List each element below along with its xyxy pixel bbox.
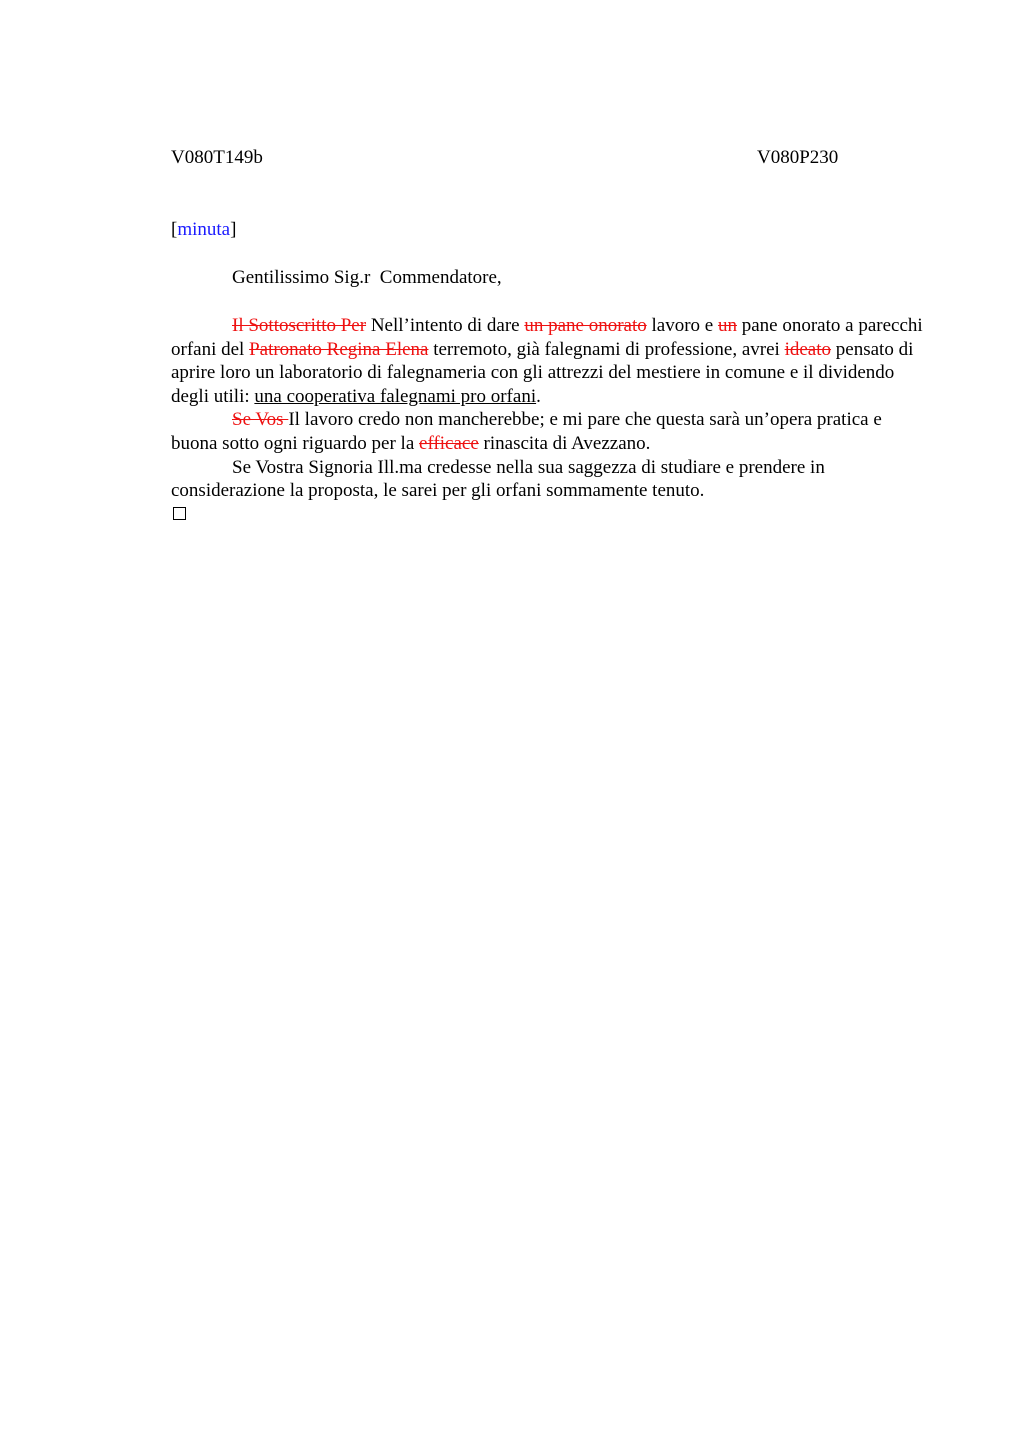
bracket-open: [ xyxy=(171,219,178,240)
deleted-text: efficace xyxy=(419,432,479,454)
body-text: Nell’intento di dare xyxy=(366,315,525,336)
deleted-text: un xyxy=(717,315,737,336)
deleted-text: Il Sottoscritto Per xyxy=(232,315,367,336)
paragraph-1 xyxy=(171,314,931,408)
deleted-text: un pane onorato xyxy=(524,315,647,336)
paragraph-3: Se Vostra Signoria Ill.ma credesse nella sua saggezza di studiare e prendere in considerazione la proposta, le sarei per gli orfani sommamente tenuto. xyxy=(171,456,825,502)
paragraph-2 xyxy=(171,408,931,455)
deleted-text: ideato xyxy=(784,338,832,360)
body-text: . xyxy=(536,385,541,407)
document-type-label xyxy=(171,219,236,241)
body-text: pane onorato a parecchi orfani del xyxy=(171,315,923,360)
document-code-left: V080T149b xyxy=(171,147,263,168)
letter-body xyxy=(171,314,931,503)
bracket-close: ] xyxy=(230,219,237,240)
underlined-text: una cooperativa falegnami pro orfani xyxy=(254,385,537,407)
body-text: pensato di aprire loro un laboratorio di falegnameria con gli attrezzi del mestiere in comune e il dividendo degli utili: xyxy=(171,338,914,407)
body-text: lavoro e xyxy=(646,315,718,336)
square-outline-icon xyxy=(173,507,186,520)
deleted-text: Patronato Regina Elena xyxy=(249,338,429,360)
body-text: rinascita di Avezzano. xyxy=(478,432,651,454)
body-text: terremoto, già falegnami di professione, avrei xyxy=(428,338,785,360)
letter-greeting: Gentilissimo Sig.r Commendatore, xyxy=(232,267,502,288)
deleted-text: Se Vos xyxy=(232,409,289,431)
document-code-right: V080P230 xyxy=(757,147,839,168)
body-text: Il lavoro credo non mancherebbe; e mi pare che questa sarà un’opera pratica e buona sotto ogni riguardo per la xyxy=(171,409,882,454)
document-type-text: minuta xyxy=(177,219,231,240)
